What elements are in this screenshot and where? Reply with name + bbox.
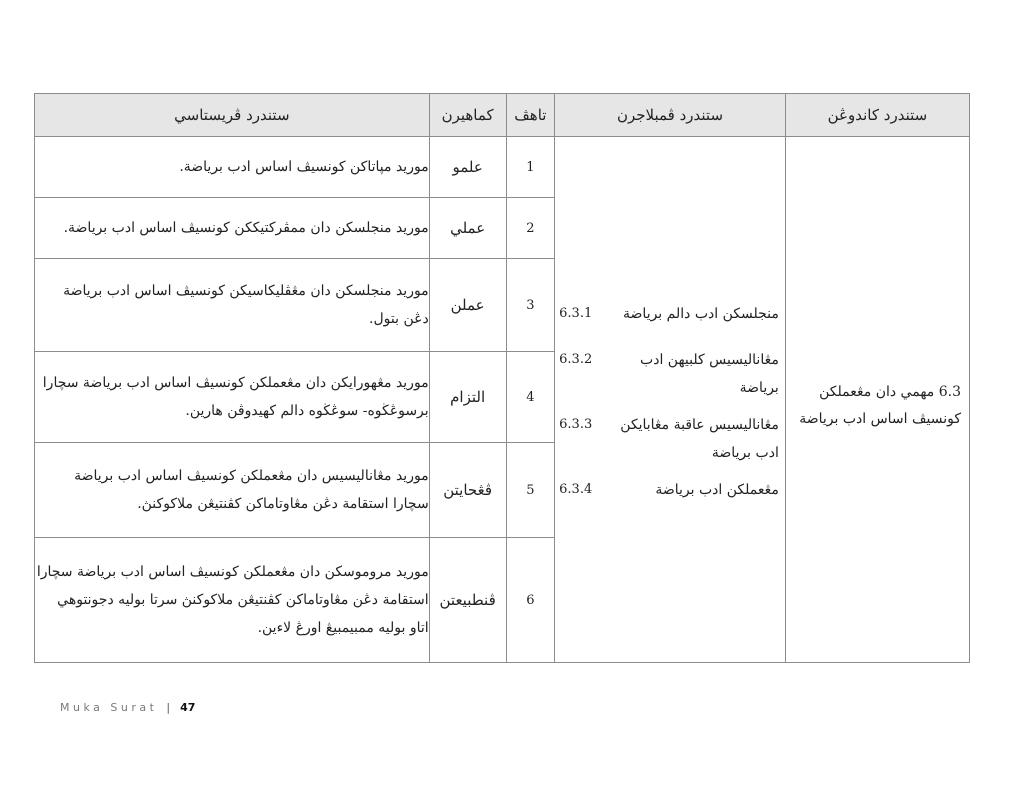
- pembelajaran-code: 6.3.1: [559, 306, 593, 321]
- header-pembelajaran: ستندرد ڤمبلاجرن: [555, 94, 786, 137]
- prestasi-cell: موريد مروموسكن دان مڠعملكن كونسيڤ اساس ادب برياضة سچارا استقامة دڠن مڠاوتاماكن كڤنتيڠن ملاكوكنڽ سرتا بوليه دجونتوهي اتاو بوليه ممبيمبيڠ اورڠ لاءين.: [35, 538, 430, 663]
- kemahiran-cell: عملي: [429, 198, 506, 259]
- header-prestasi: ستندرد ڤريستاسي: [35, 94, 430, 137]
- kandungan-cell: [785, 137, 969, 663]
- pembelajaran-code: 6.3.2: [559, 352, 593, 367]
- tahap-cell: 6: [506, 538, 555, 663]
- tahap-cell: 3: [506, 259, 555, 352]
- pembelajaran-list: [555, 286, 785, 504]
- pembelajaran-item: [559, 300, 779, 328]
- pembelajaran-cell: [555, 137, 786, 663]
- header-kandungan: ستندرد كاندوڠن: [785, 94, 969, 137]
- page-footer: [60, 701, 195, 714]
- prestasi-cell: موريد منجلسكن دان مڠڤليكاسيكن كونسيڤ اساس ادب برياضة دڠن بتول.: [35, 259, 430, 352]
- header-tahap: تاهڤ: [506, 94, 555, 137]
- kemahiran-cell: علمو: [429, 137, 506, 198]
- pembelajaran-code: 6.3.3: [559, 417, 593, 432]
- pembelajaran-text: مڠاناليسيس عاقبة مڠابايكن ادب برياضة: [620, 417, 779, 461]
- prestasi-cell: موريد مڠاناليسيس دان مڠعملكن كونسيڤ اساس ادب برياضة سچارا استقامة دڠن مڠاوتاماكن كڤنتيڠن ملاكوكنڽ.: [35, 443, 430, 538]
- standards-table: [34, 93, 970, 663]
- tahap-cell: 4: [506, 352, 555, 443]
- pembelajaran-item: [559, 476, 779, 504]
- tahap-cell: 1: [506, 137, 555, 198]
- header-row: [35, 94, 970, 137]
- kandungan-text: 6.3 مهمي دان مڠعملكن كونسيڤ اساس ادب برياضة: [799, 383, 961, 427]
- header-kemahiran: كماهيرن: [429, 94, 506, 137]
- pembelajaran-text: مڠاناليسيس كلبيهن ادب برياضة: [640, 352, 779, 396]
- prestasi-cell: موريد مڠهورايكن دان مڠعملكن كونسيڤ اساس ادب برياضة سچارا برسوڠڬوه- سوڠڬوه دالم كهيدوڤن هارين.: [35, 352, 430, 443]
- pembelajaran-text: منجلسكن ادب دالم برياضة: [623, 306, 779, 322]
- pembelajaran-item: [559, 346, 779, 402]
- kemahiran-cell: عملن: [429, 259, 506, 352]
- table-row: [35, 137, 970, 198]
- footer-separator: |: [166, 701, 171, 714]
- pembelajaran-text: مڠعملكن ادب برياضة: [655, 482, 779, 498]
- prestasi-cell: موريد منجلسكن دان ممڤركتيككن كونسيڤ اساس ادب برياضة.: [35, 198, 430, 259]
- footer-label: Muka Surat: [60, 701, 158, 714]
- prestasi-cell: موريد مڽاتاكن كونسيڤ اساس ادب برياضة.: [35, 137, 430, 198]
- pembelajaran-code: 6.3.4: [559, 482, 593, 497]
- pembelajaran-item: [559, 411, 779, 467]
- kemahiran-cell: التزام: [429, 352, 506, 443]
- page-number: 47: [180, 701, 196, 714]
- tahap-cell: 2: [506, 198, 555, 259]
- kemahiran-cell: ڤنطبيعتن: [429, 538, 506, 663]
- kemahiran-cell: ڤڠحايتن: [429, 443, 506, 538]
- tahap-cell: 5: [506, 443, 555, 538]
